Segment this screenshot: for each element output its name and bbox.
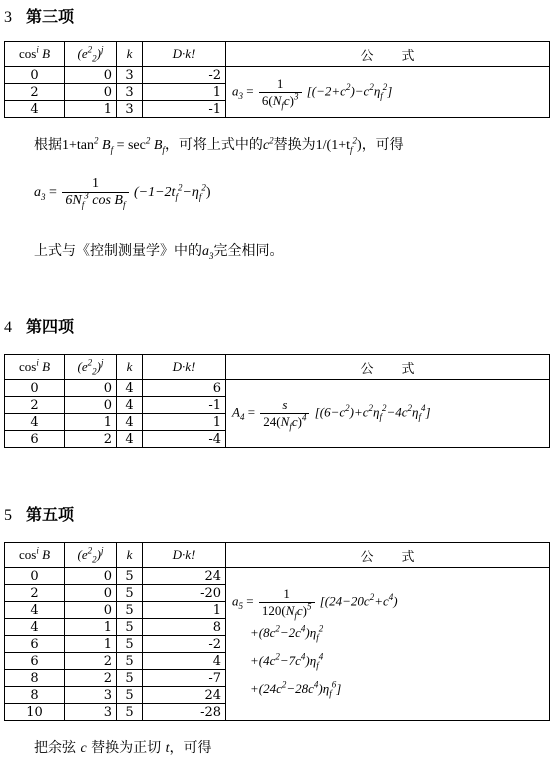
- table-row: 8 3 5 24: [5, 687, 550, 704]
- header-e2-j: $(e^2_2)^j$: [65, 42, 117, 67]
- header-k: k: [117, 543, 143, 568]
- header-cos-b: $\cos^i B$: [5, 543, 65, 568]
- table-row: 6 2 5 4: [5, 653, 550, 670]
- formula-a3: $a_3$ = $\frac{1}{6(N_fc)^3}$ $[(-2+c^2)-c^2\eta_f^2]$: [226, 67, 550, 118]
- table-row: 4 1 3 -1: [5, 101, 550, 118]
- table-row: 2 0 5 -20: [5, 585, 550, 602]
- table-row: 4 1 4 1: [5, 414, 550, 431]
- formula-a5: $a_5$ = $\frac{1}{120(N_fc)^5}$ [$(24-20c^2+c^4)$ $+(8c^2-2c^4)\eta_f^2$ $+(4c^2-7c^4)\eta_f^4$ $+(24c^2-28c^4)\eta_f^6$]: [226, 568, 550, 721]
- paragraph-comparison: 上式与《控制测量学》中的$a_3$完全相同。: [34, 243, 284, 261]
- header-dk: D·k!: [143, 543, 226, 568]
- header-k: k: [117, 355, 143, 380]
- header-formula: 公 式: [226, 355, 550, 380]
- header-e2-j: $(e^2_2)^j$: [65, 355, 117, 380]
- formula-a4: $A_4$ = $\frac{s}{24(N_fc)^4}$ $[(6-c^2)+c^2\eta_f^2-4c^2\eta_f^4]$: [226, 380, 550, 448]
- table-row: 4 1 5 8: [5, 619, 550, 636]
- table-header-row: [5, 42, 550, 67]
- section-3-title: 3 第三项: [4, 7, 75, 26]
- section-5-title: 5 第五项: [4, 505, 75, 524]
- table-row: 6 1 5 -2: [5, 636, 550, 653]
- header-formula: 公 式: [226, 42, 550, 67]
- table-row: 0 0 3 -2 $a_3$ = $\frac{1}{6(N_fc)^3}$ $[(-2+c^2)-c^2\eta_f^2]$: [5, 67, 550, 84]
- table-row: 2 0 3 1: [5, 84, 550, 101]
- header-dk: D·k!: [143, 355, 226, 380]
- section-4-title: 4 第四项: [4, 317, 75, 336]
- table-row: 4 0 5 1: [5, 602, 550, 619]
- coefficient-table-3: [4, 41, 550, 118]
- coefficient-table-5: [4, 542, 550, 721]
- table-header-row: [5, 543, 550, 568]
- table-row: 2 0 4 -1: [5, 397, 550, 414]
- header-formula: 公 式: [226, 543, 550, 568]
- paragraph-tangent: 把余弦 c 替换为正切 t，可得: [34, 740, 212, 756]
- header-dk: D·k!: [143, 42, 226, 67]
- header-k: k: [117, 42, 143, 67]
- paragraph-substitution: 根据$1+\tan^2$ $B_f = \sec^2 B_f$，可将上式中的$c^2$替换为$1/(1+t_f^2)$，可得: [34, 135, 404, 155]
- equation-a3: $a_3$ = $\frac{1}{6N_f^3 \cos B_f}$ $(-1-2t_f^2-\eta_f^2)$: [34, 176, 211, 210]
- table-row: 0 0 5 24 $a_5$ = $\frac{1}{120(N_fc)^5}$ [$(24-20c^2+c^4)$ $+(8c^2-2c^4)\eta_f^2$ $+(4c^2-7c^4)\eta_f^4$ $+(24c^2-28c^4)\eta_f^6$]: [5, 568, 550, 585]
- coefficient-table-4: [4, 354, 550, 448]
- table-row: 0 0 4 6 $A_4$ = $\frac{s}{24(N_fc)^4}$ $[(6-c^2)+c^2\eta_f^2-4c^2\eta_f^4]$: [5, 380, 550, 397]
- header-cos-b: $\cos^i B$: [5, 355, 65, 380]
- table-row: 6 2 4 -4: [5, 431, 550, 448]
- header-e2-j: $(e^2_2)^j$: [65, 543, 117, 568]
- table-row: 10 3 5 -28: [5, 704, 550, 721]
- header-cos-b: $\cos^i B$: [5, 42, 65, 67]
- table-header-row: [5, 355, 550, 380]
- table-row: 8 2 5 -7: [5, 670, 550, 687]
